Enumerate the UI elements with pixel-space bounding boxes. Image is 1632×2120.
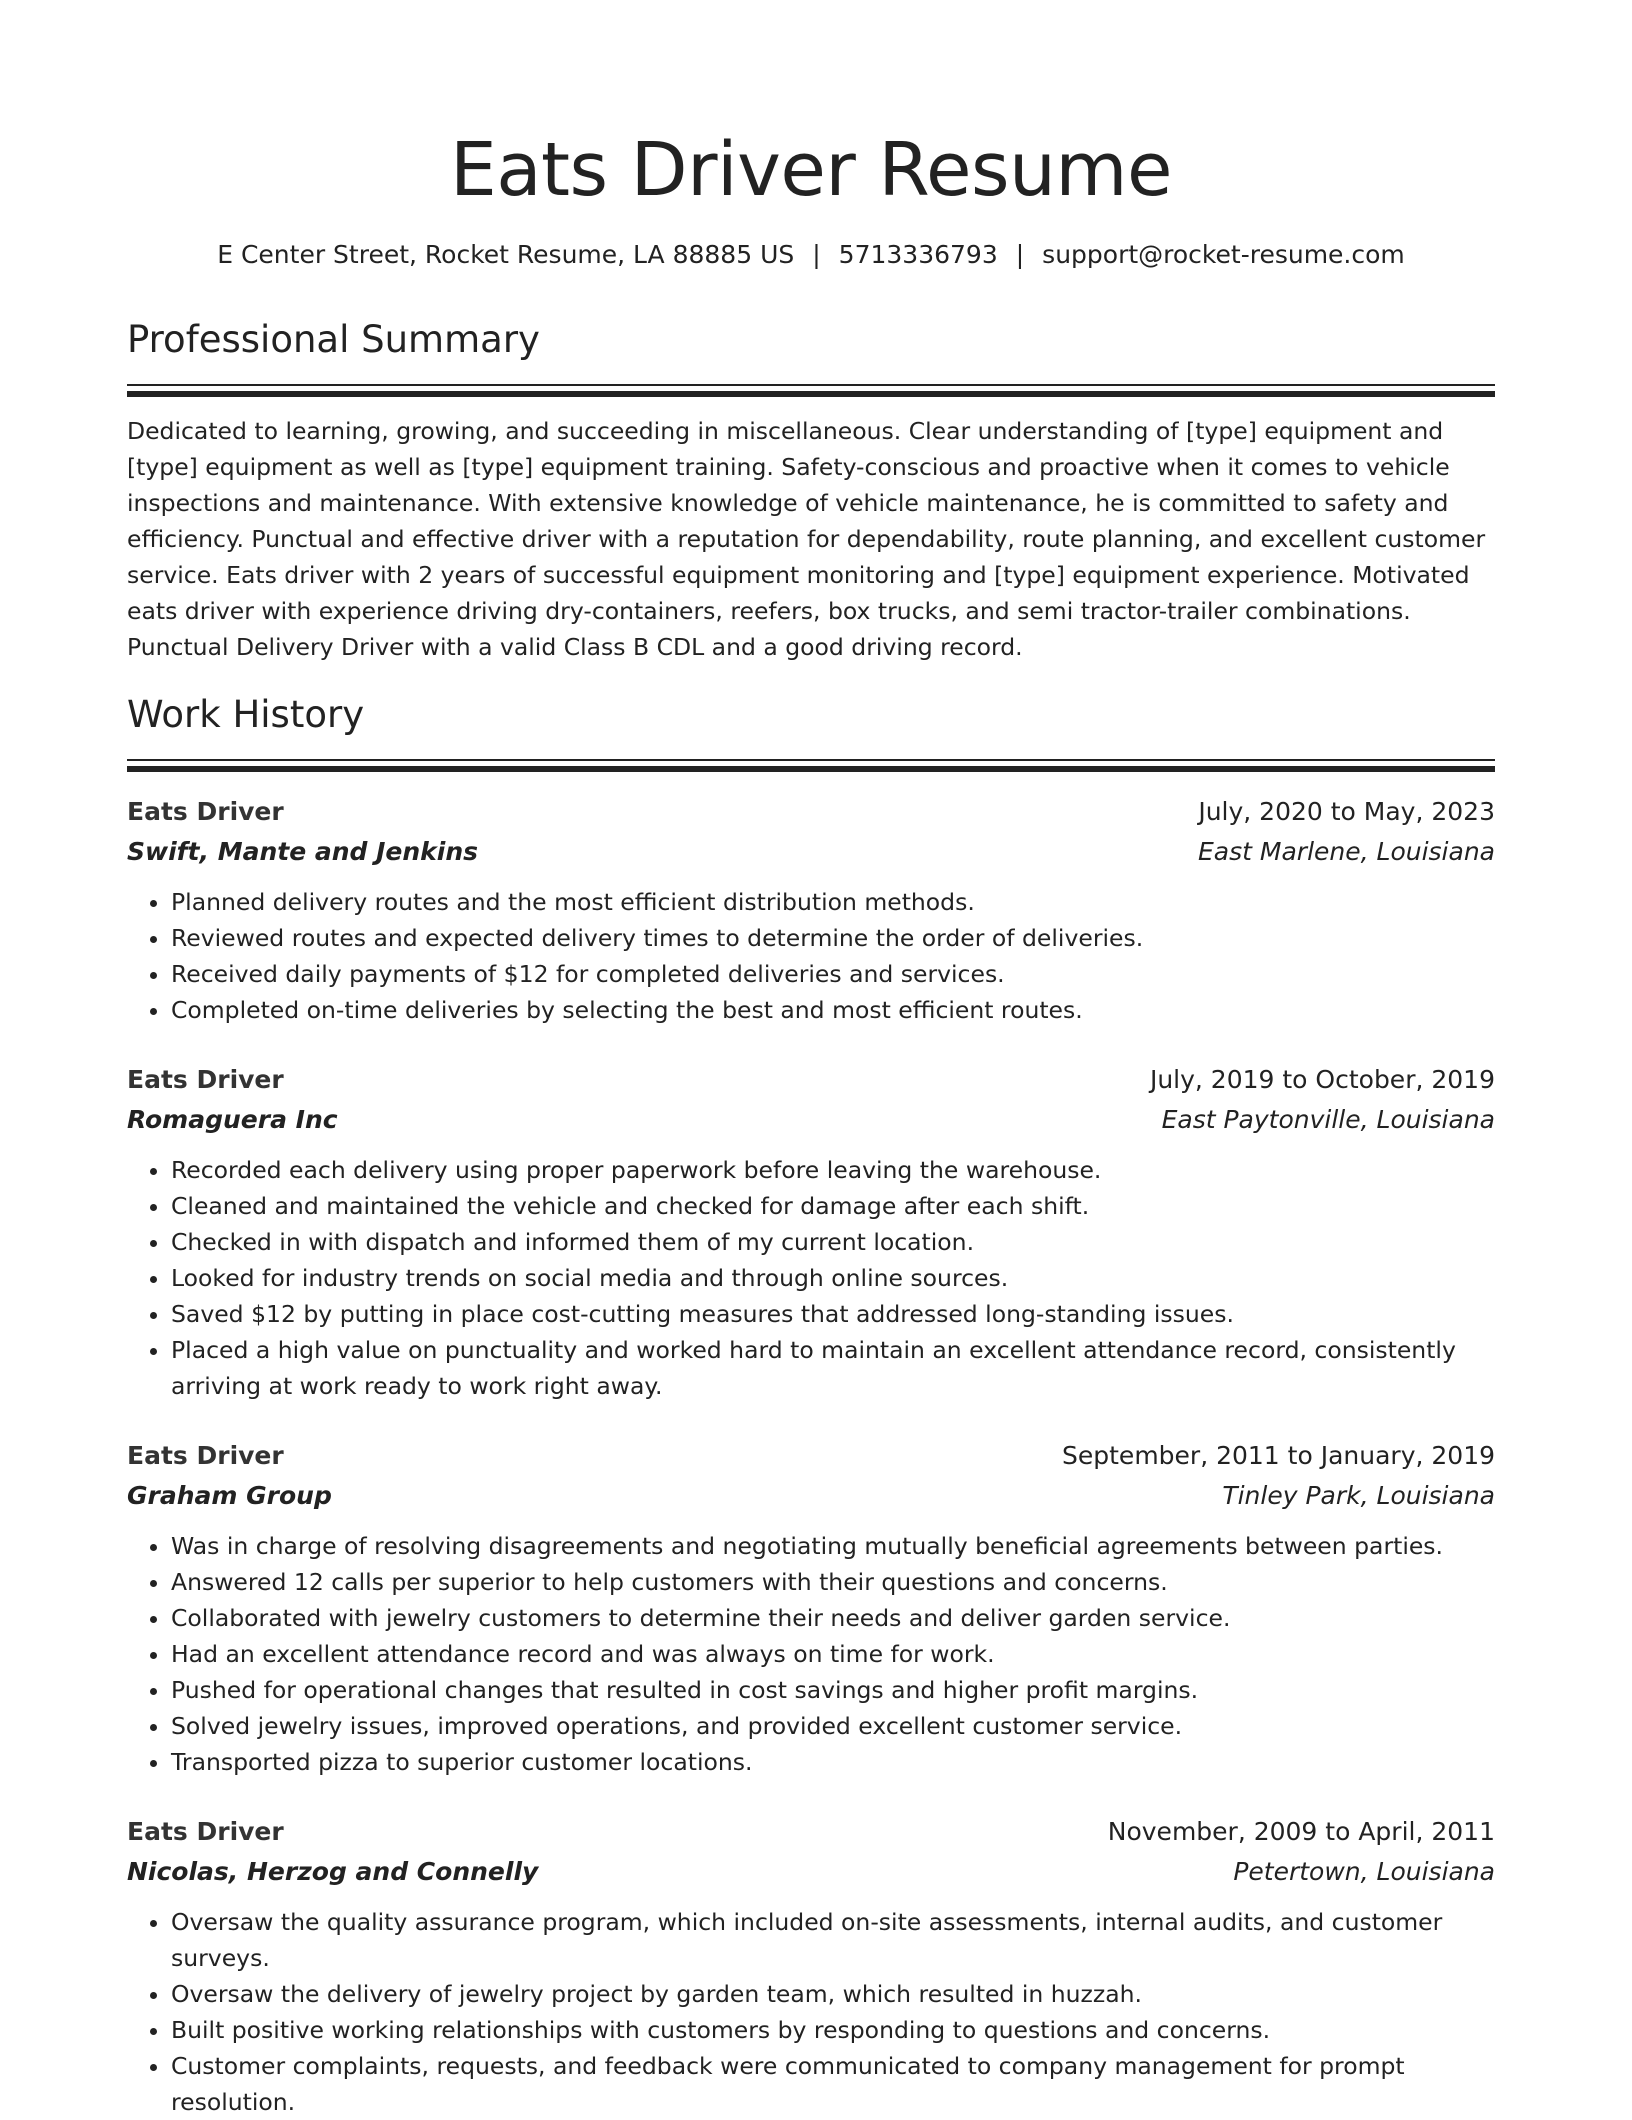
job-bullet: • Collaborated with jewelry customers to determine their needs and deliver garden service. bbox=[171, 1600, 1495, 1636]
job-company-row bbox=[127, 832, 1495, 872]
job-header-row bbox=[127, 1436, 1495, 1476]
job-bullet-list bbox=[127, 884, 1495, 1028]
job-entry bbox=[127, 1812, 1495, 2120]
job-entry bbox=[127, 1436, 1495, 1780]
job-bullet: • Completed on-time deliveries by selecting the best and most efficient routes. bbox=[171, 992, 1495, 1028]
job-bullet: • Answered 12 calls per superior to help customers with their questions and concerns. bbox=[171, 1564, 1495, 1600]
section-divider-thick bbox=[127, 391, 1495, 397]
job-title: Eats Driver bbox=[127, 1817, 284, 1846]
job-bullet: • Placed a high value on punctuality and worked hard to maintain an excellent attendance record, consistently arriving at work ready to work right away. bbox=[171, 1332, 1495, 1404]
section-heading: Professional Summary bbox=[127, 318, 540, 361]
summary-text: Dedicated to learning, growing, and succeeding in miscellaneous. Clear understanding of [type] equipment and [type] equipment as well as [type] equipment training. Safety-conscious and proactive when it comes to vehicle inspections and maintenance. With extensive knowledge of vehicle maintenance, he is committed to safety and efficiency. Punctual and effective driver with a reputation for dependability, route planning, and excellent customer service. Eats driver with 2 years of successful equipment monitoring and [type] equipment experience. Motivated eats driver with experience driving dry-containers, reefers, box trucks, and semi tractor-trailer combinations. Punctual Delivery Driver with a valid Class B CDL and a good driving record. bbox=[127, 417, 1486, 661]
contact-phone: 5713336793 bbox=[838, 240, 998, 269]
job-bullet: • Cleaned and maintained the vehicle and checked for damage after each shift. bbox=[171, 1188, 1495, 1224]
resume-page bbox=[127, 0, 1495, 2120]
job-header-row bbox=[127, 1812, 1495, 1852]
job-bullet: • Built positive working relationships with customers by responding to questions and concerns. bbox=[171, 2012, 1495, 2048]
section-divider bbox=[127, 384, 1495, 386]
job-bullet: • Had an excellent attendance record and was always on time for work. bbox=[171, 1636, 1495, 1672]
job-dates: November, 2009 to April, 2011 bbox=[1107, 1817, 1495, 1846]
contact-address: E Center Street, Rocket Resume, LA 88885 US bbox=[217, 240, 795, 269]
job-dates: July, 2020 to May, 2023 bbox=[1198, 797, 1495, 826]
job-bullet: • Solved jewelry issues, improved operations, and provided excellent customer service. bbox=[171, 1708, 1495, 1744]
job-company-row bbox=[127, 1476, 1495, 1516]
job-bullet: • Checked in with dispatch and informed them of my current location. bbox=[171, 1224, 1495, 1260]
job-title: Eats Driver bbox=[127, 1441, 284, 1470]
job-bullet: • Reviewed routes and expected delivery times to determine the order of deliveries. bbox=[171, 920, 1495, 956]
section-heading: Work History bbox=[127, 693, 365, 736]
job-location: Petertown, Louisiana bbox=[1233, 1857, 1495, 1886]
contact-separator: | bbox=[1015, 240, 1025, 269]
job-company: Graham Group bbox=[127, 1481, 332, 1510]
job-title: Eats Driver bbox=[127, 1065, 284, 1094]
job-location: East Marlene, Louisiana bbox=[1198, 837, 1495, 866]
job-company: Swift, Mante and Jenkins bbox=[127, 837, 479, 866]
job-company: Nicolas, Herzog and Connelly bbox=[127, 1857, 539, 1886]
job-bullet-list bbox=[127, 1904, 1495, 2120]
job-bullet: • Oversaw the quality assurance program, which included on-site assessments, internal audits, and customer surveys. bbox=[171, 1904, 1495, 1976]
job-bullet: • Pushed for operational changes that resulted in cost savings and higher profit margins. bbox=[171, 1672, 1495, 1708]
job-entry bbox=[127, 1060, 1495, 1404]
job-title: Eats Driver bbox=[127, 797, 284, 826]
contact-separator: | bbox=[812, 240, 821, 269]
professional-summary-section bbox=[127, 316, 1495, 665]
job-bullet: • Customer complaints, requests, and feedback were communicated to company management for prompt resolution. bbox=[171, 2048, 1495, 2120]
job-company-row bbox=[127, 1100, 1495, 1140]
job-bullet: • Oversaw the delivery of jewelry project by garden team, which resulted in huzzah. bbox=[171, 1976, 1495, 2012]
job-location: Tinley Park, Louisiana bbox=[1222, 1481, 1495, 1510]
section-divider bbox=[127, 759, 1495, 761]
job-bullet: • Planned delivery routes and the most efficient distribution methods. bbox=[171, 884, 1495, 920]
contact-email: support@rocket-resume.com bbox=[1042, 240, 1405, 269]
job-location: East Paytonville, Louisiana bbox=[1161, 1105, 1495, 1134]
job-bullet-list bbox=[127, 1152, 1495, 1404]
job-bullet: • Looked for industry trends on social media and through online sources. bbox=[171, 1260, 1495, 1296]
job-header-row bbox=[127, 792, 1495, 832]
job-entry bbox=[127, 792, 1495, 1028]
job-bullet: • Saved $12 by putting in place cost-cutting measures that addressed long-standing issues. bbox=[171, 1296, 1495, 1332]
section-divider-thick bbox=[127, 766, 1495, 772]
job-company-row bbox=[127, 1852, 1495, 1892]
resume-title: Eats Driver Resume bbox=[449, 127, 1173, 213]
job-bullet-list bbox=[127, 1528, 1495, 1780]
job-dates: September, 2011 to January, 2019 bbox=[1062, 1441, 1495, 1470]
job-bullet: • Was in charge of resolving disagreements and negotiating mutually beneficial agreements between parties. bbox=[171, 1528, 1495, 1564]
job-header-row bbox=[127, 1060, 1495, 1100]
job-bullet: • Transported pizza to superior customer locations. bbox=[171, 1744, 1495, 1780]
job-dates: July, 2019 to October, 2019 bbox=[1149, 1065, 1495, 1094]
job-bullet: • Received daily payments of $12 for completed deliveries and services. bbox=[171, 956, 1495, 992]
job-bullet: • Recorded each delivery using proper paperwork before leaving the warehouse. bbox=[171, 1152, 1495, 1188]
job-company: Romaguera Inc bbox=[127, 1105, 338, 1134]
contact-line bbox=[127, 238, 1495, 272]
work-history-section bbox=[127, 691, 1495, 2120]
